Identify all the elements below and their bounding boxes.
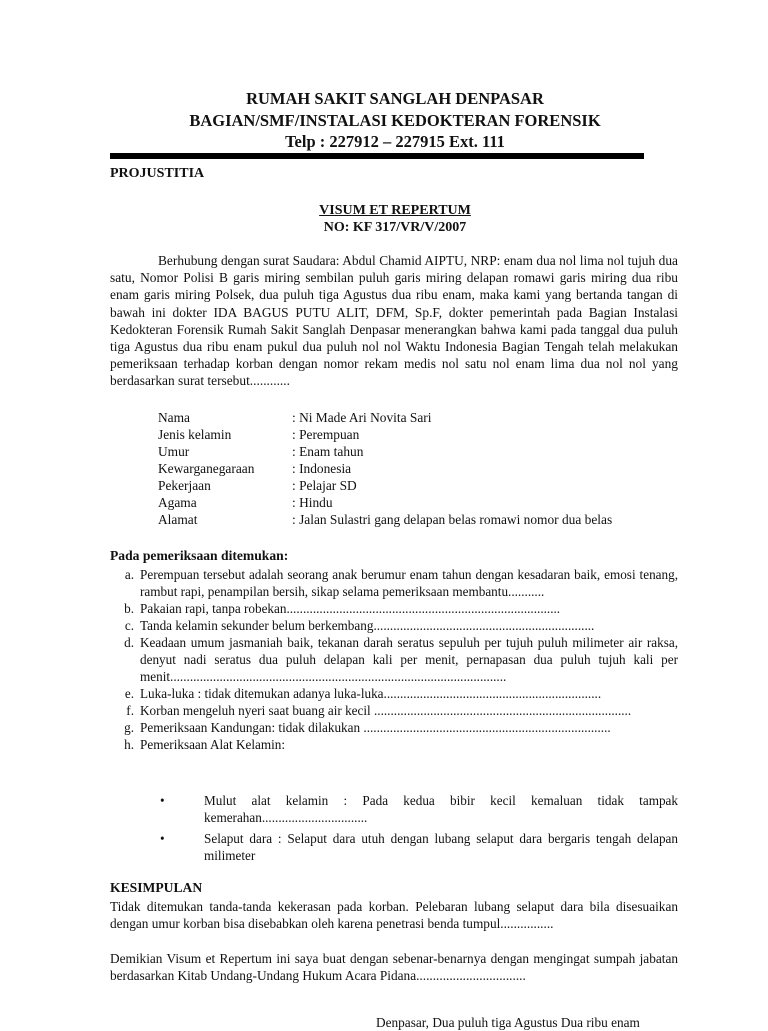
finding-item: b. Pakaian rapi, tanpa robekan................................................................................... (124, 601, 561, 616)
telephone-line: Telp : 227912 – 227915 Ext. 111 (285, 132, 505, 151)
identity-row-umur: Umur : Enam tahun (158, 444, 364, 459)
findings-heading: Pada pemeriksaan ditemukan: (110, 548, 289, 563)
document-number: NO: KF 317/VR/V/2007 (323, 220, 467, 235)
hospital-name: RUMAH SAKIT SANGLAH DENPASAR (246, 89, 544, 108)
patient-identity (158, 409, 688, 528)
finding-item: h. Pemeriksaan Alat Kelamin: (124, 737, 286, 752)
document-title: VISUM ET REPERTUM (319, 203, 471, 218)
conclusion-heading: KESIMPULAN (110, 880, 203, 895)
identity-row-kewarganegaraan: Kewarganegaraan : Indonesia (158, 461, 352, 476)
findings-list (110, 566, 678, 753)
projustitia-label: PROJUSTITIA (110, 166, 205, 181)
bullet-icon: • (160, 793, 165, 808)
genital-exam-item: • Selaput dara : Selaput dara utuh dengan lubang selaput dara bergaris tengah delapan milimeter (160, 831, 678, 863)
finding-item: c. Tanda kelamin sekunder belum berkembang................................................................... (124, 618, 595, 633)
identity-row-nama: Nama : Ni Made Ari Novita Sari (158, 410, 432, 425)
finding-item: f. Korban mengeluh nyeri saat buang air kecil .............................................................................. (126, 703, 632, 718)
finding-item: g. Pemeriksaan Kandungan: tidak dilakukan ........................................................................... (124, 720, 611, 735)
closing-statement: Demikian Visum et Repertum ini saya buat dengan sebenar-benarnya dengan mengingat sumpah jabatan berdasarkan Kitab Undang-Undang Hukum Acara Pidana................................. (110, 951, 678, 984)
bullet-icon: • (160, 831, 165, 846)
opening-paragraph: Berhubung dengan surat Saudara: Abdul Chamid AIPTU, NRP: enam dua nol lima nol tujuh dua satu, Nomor Polisi B garis miring sembilan puluh garis miring delapan romawi garis miring dua ribu enam garis miring Polsek, dua puluh tiga Agustus dua ribu enam, maka kami yang bertanda tangan di bawah ini dokter IDA BAGUS PUTU ALIT, DFM, Sp.F, dokter pemerintah pada Bagian Instalasi Kedokteran Forensik Rumah Sakit Sanglah Denpasar menerangkan bahwa kami pada tanggal dua puluh tiga Agustus dua ribu enam pukul dua puluh nol nol Waktu Indonesia Bagian Tengah telah melakukan pemeriksaan terhadap korban dengan nomor rekam medis nol satu nol enam lima dua nol nol yang berdasarkan surat tersebut............ (110, 253, 678, 389)
conclusion-text: Tidak ditemukan tanda-tanda kekerasan pada korban. Pelebaran lubang selaput dara bila disesuaikan dengan umur korban bisa disebabkan oleh karena penetrasi benda tumpul................ (110, 899, 678, 932)
finding-item: d. Keadaan umum jasmaniah baik, tekanan darah seratus sepuluh per tujuh puluh milimeter air raksa, denyut nadi seratus dua puluh delapan kali per menit, pernapasan dua puluh tujuh kali per menit...................................................................................................... (124, 635, 678, 684)
identity-row-jenis-kelamin: Jenis kelamin : Perempuan (158, 427, 360, 442)
identity-row-alamat: Alamat : Jalan Sulastri gang delapan belas romawi nomor dua belas (158, 512, 613, 527)
header-divider (110, 153, 644, 159)
genital-exam-item: • Mulut alat kelamin : Pada kedua bibir kecil kemaluan tidak tampak kemerahan................................ (160, 793, 678, 825)
identity-row-pekerjaan: Pekerjaan : Pelajar SD (158, 478, 357, 493)
signature-place-date: Denpasar, Dua puluh tiga Agustus Dua ribu enam (376, 1015, 640, 1030)
identity-row-agama: Agama : Hindu (158, 495, 333, 510)
finding-item: e. Luka-luka : tidak ditemukan adanya luka-luka.................................................................. (124, 686, 602, 701)
department-name: BAGIAN/SMF/INSTALASI KEDOKTERAN FORENSIK (189, 111, 601, 130)
genital-exam-list (158, 792, 678, 864)
finding-item: a. Perempuan tersebut adalah seorang anak berumur enam tahun dengan kesadaran baik, emosi tenang, rambut rapi, penampilan bersih, sikap selama pemeriksaan membantu........... (124, 567, 678, 599)
